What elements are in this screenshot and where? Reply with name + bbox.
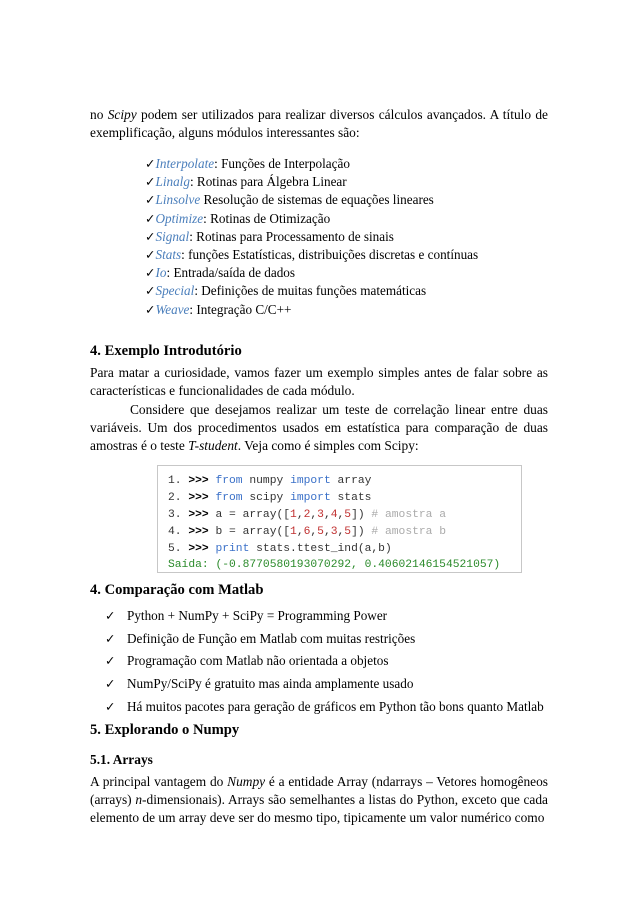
code-number: 5 [344, 526, 352, 538]
code-line: 4. >>> b = array([1,6,5,3,5]) # amostra b [168, 526, 446, 538]
list-item [145, 155, 478, 173]
check-icon: ✓ [105, 630, 116, 646]
check-icon: ✓ [105, 698, 116, 714]
paragraph-emphasis: T-student [188, 438, 238, 453]
code-line [168, 475, 371, 487]
module-desc: Rotinas para Processamento de sinais [196, 228, 394, 244]
list-item [145, 191, 478, 209]
body-paragraph [90, 773, 548, 827]
list-item [145, 301, 478, 319]
check-icon: ✓ [145, 265, 156, 281]
paragraph-text-b: . Veja como é simples com Scipy: [237, 438, 419, 453]
code-line: 3. >>> a = array([1,2,3,4,5]) # amostra a [168, 509, 446, 521]
code-number: 3 [317, 509, 324, 521]
list-item [145, 173, 478, 191]
intro-text-b: podem ser utilizados para realizar diversos cálculos avançados. A título de exemplificação, alguns módulos interessantes são: [90, 107, 549, 140]
module-desc: Funções de Interpolação [221, 156, 350, 171]
code-line [168, 492, 371, 504]
list-item [105, 605, 544, 628]
code-number: 4 [330, 509, 338, 521]
code-block [157, 465, 522, 573]
code-output: Saída: (-0.8770580193070292, 0.40602146154521057) [168, 559, 501, 571]
code-text: stats.ttest_ind(a,b) [249, 543, 392, 555]
code-prompt: >>> [188, 509, 209, 521]
code-text: b = array([ [208, 526, 291, 538]
module-separator: : [166, 265, 174, 281]
check-icon: ✓ [145, 156, 156, 171]
module-desc: Entrada/saída de dados [173, 265, 296, 281]
list-item [145, 282, 478, 300]
line-number: 2. [168, 492, 189, 504]
code-keyword: import [290, 492, 331, 504]
code-comment: # amostra a [371, 509, 446, 521]
code-text: scipy [242, 492, 291, 504]
line-number: 3. [168, 509, 189, 521]
check-icon: ✓ [105, 676, 116, 692]
module-separator: : [203, 210, 211, 226]
line-number: 5. [168, 543, 189, 555]
code-text: stats [330, 492, 372, 504]
module-desc: funções Estatísticas, distribuições discretas e contínuas [188, 246, 479, 262]
check-icon: ✓ [105, 653, 116, 669]
list-item [105, 696, 544, 719]
module-desc: Definições de muitas funções matemáticas [201, 283, 427, 299]
code-number: 1 [290, 509, 297, 521]
code-keyword: print [215, 543, 250, 555]
check-icon: ✓ [145, 301, 156, 317]
check-icon: ✓ [105, 608, 116, 623]
paragraph-text-b: é a entidade Array (ndarrays – Vetores homogêneos (arrays) [90, 774, 549, 807]
code-prompt: >>> [188, 526, 209, 538]
module-desc: Rotinas para Álgebra Linear [196, 174, 347, 190]
module-name: Io [155, 265, 167, 281]
list-item [105, 650, 544, 673]
line-number: 4. [168, 526, 189, 538]
code-text: array [330, 475, 372, 487]
paragraph-text-c: -dimensionais). Arrays são semelhantes a listas do Python, exceto que cada elemento de um array deve ser do mesmo tipo, tipicamente um valor numérico como [90, 792, 548, 825]
module-name: Weave [155, 301, 190, 317]
module-desc: Resolução de sistemas de equações lineares [203, 192, 434, 208]
paragraph-emphasis: Numpy [227, 774, 266, 789]
module-desc: Integração C/C++ [196, 301, 292, 317]
intro-text-a: no [90, 107, 108, 122]
module-separator: : [194, 283, 202, 299]
check-icon: ✓ [145, 210, 156, 226]
line-number: 1. [168, 475, 189, 487]
list-item-text: Há muitos pacotes para geração de gráficos em Python tão bons quanto Matlab [127, 698, 544, 714]
list-item [145, 228, 478, 246]
list-item-text: Python + NumPy + SciPy = Programming Power [127, 608, 388, 623]
intro-emphasis: Scipy [107, 107, 137, 122]
module-separator: : [189, 228, 197, 244]
module-name: Signal [155, 228, 190, 244]
code-keyword: from [215, 492, 243, 504]
body-paragraph: Para matar a curiosidade, vamos fazer um exemplo simples antes de falar sobre as características e funcionalidades de cada módulo. [90, 365, 548, 398]
list-item [105, 628, 544, 651]
module-name: Linalg [155, 174, 190, 190]
code-number: 3 [330, 526, 338, 538]
list-item-text: Programação com Matlab não orientada a objetos [127, 653, 389, 669]
module-name: Optimize [155, 210, 204, 226]
paragraph-emphasis: n [135, 792, 143, 807]
section-heading: 4. Exemplo Introdutório [90, 343, 242, 359]
module-separator: : [214, 156, 222, 171]
comparison-list [105, 605, 544, 718]
body-paragraph [90, 401, 548, 455]
code-text: ]) [351, 526, 372, 538]
module-separator: : [181, 246, 189, 262]
code-text: a = array([ [208, 509, 291, 521]
module-separator: : [189, 301, 197, 317]
subsection-heading: 5.1. Arrays [90, 752, 153, 767]
paragraph-text-a: A principal vantagem do [90, 774, 228, 789]
code-prompt: >>> [188, 543, 209, 555]
list-item [145, 210, 478, 228]
check-icon: ✓ [145, 192, 156, 208]
code-line [168, 543, 392, 555]
code-number: 6 [303, 526, 311, 538]
list-item-text: NumPy/SciPy é gratuito mas ainda amplamente usado [127, 676, 414, 692]
code-text: numpy [242, 475, 291, 487]
code-text: ]) [351, 509, 372, 521]
list-item-text: Definição de Função em Matlab com muitas restrições [127, 630, 416, 646]
list-item [145, 246, 478, 264]
code-comment: # amostra b [371, 526, 446, 538]
list-item [145, 264, 478, 282]
check-icon: ✓ [145, 174, 156, 190]
module-desc: Rotinas de Otimização [210, 210, 331, 226]
intro-paragraph [90, 106, 548, 142]
section-heading: 5. Explorando o Numpy [90, 722, 240, 738]
module-name: Linsolve [155, 192, 201, 208]
module-separator: : [189, 174, 197, 190]
code-prompt: >>> [188, 492, 209, 504]
list-item [105, 673, 544, 696]
module-name: Stats [155, 246, 182, 262]
check-icon: ✓ [145, 228, 156, 244]
code-number: 5 [344, 509, 352, 521]
check-icon: ✓ [145, 283, 156, 299]
code-prompt: >>> [188, 475, 209, 487]
module-list [145, 155, 478, 319]
check-icon: ✓ [145, 246, 156, 262]
paragraph-text-a: Considere que desejamos realizar um teste de correlação linear entre duas variáveis. Um dos procedimentos usados em estatística para comparação de duas amostras é o teste [90, 402, 548, 453]
code-keyword: import [290, 475, 331, 487]
code-keyword: from [215, 475, 243, 487]
code-number: 1 [290, 526, 297, 538]
code-number: 2 [303, 509, 311, 521]
module-name: Interpolate [155, 156, 215, 171]
section-heading: 4. Comparação com Matlab [90, 582, 264, 598]
module-name: Special [155, 283, 195, 299]
code-number: 5 [317, 526, 324, 538]
